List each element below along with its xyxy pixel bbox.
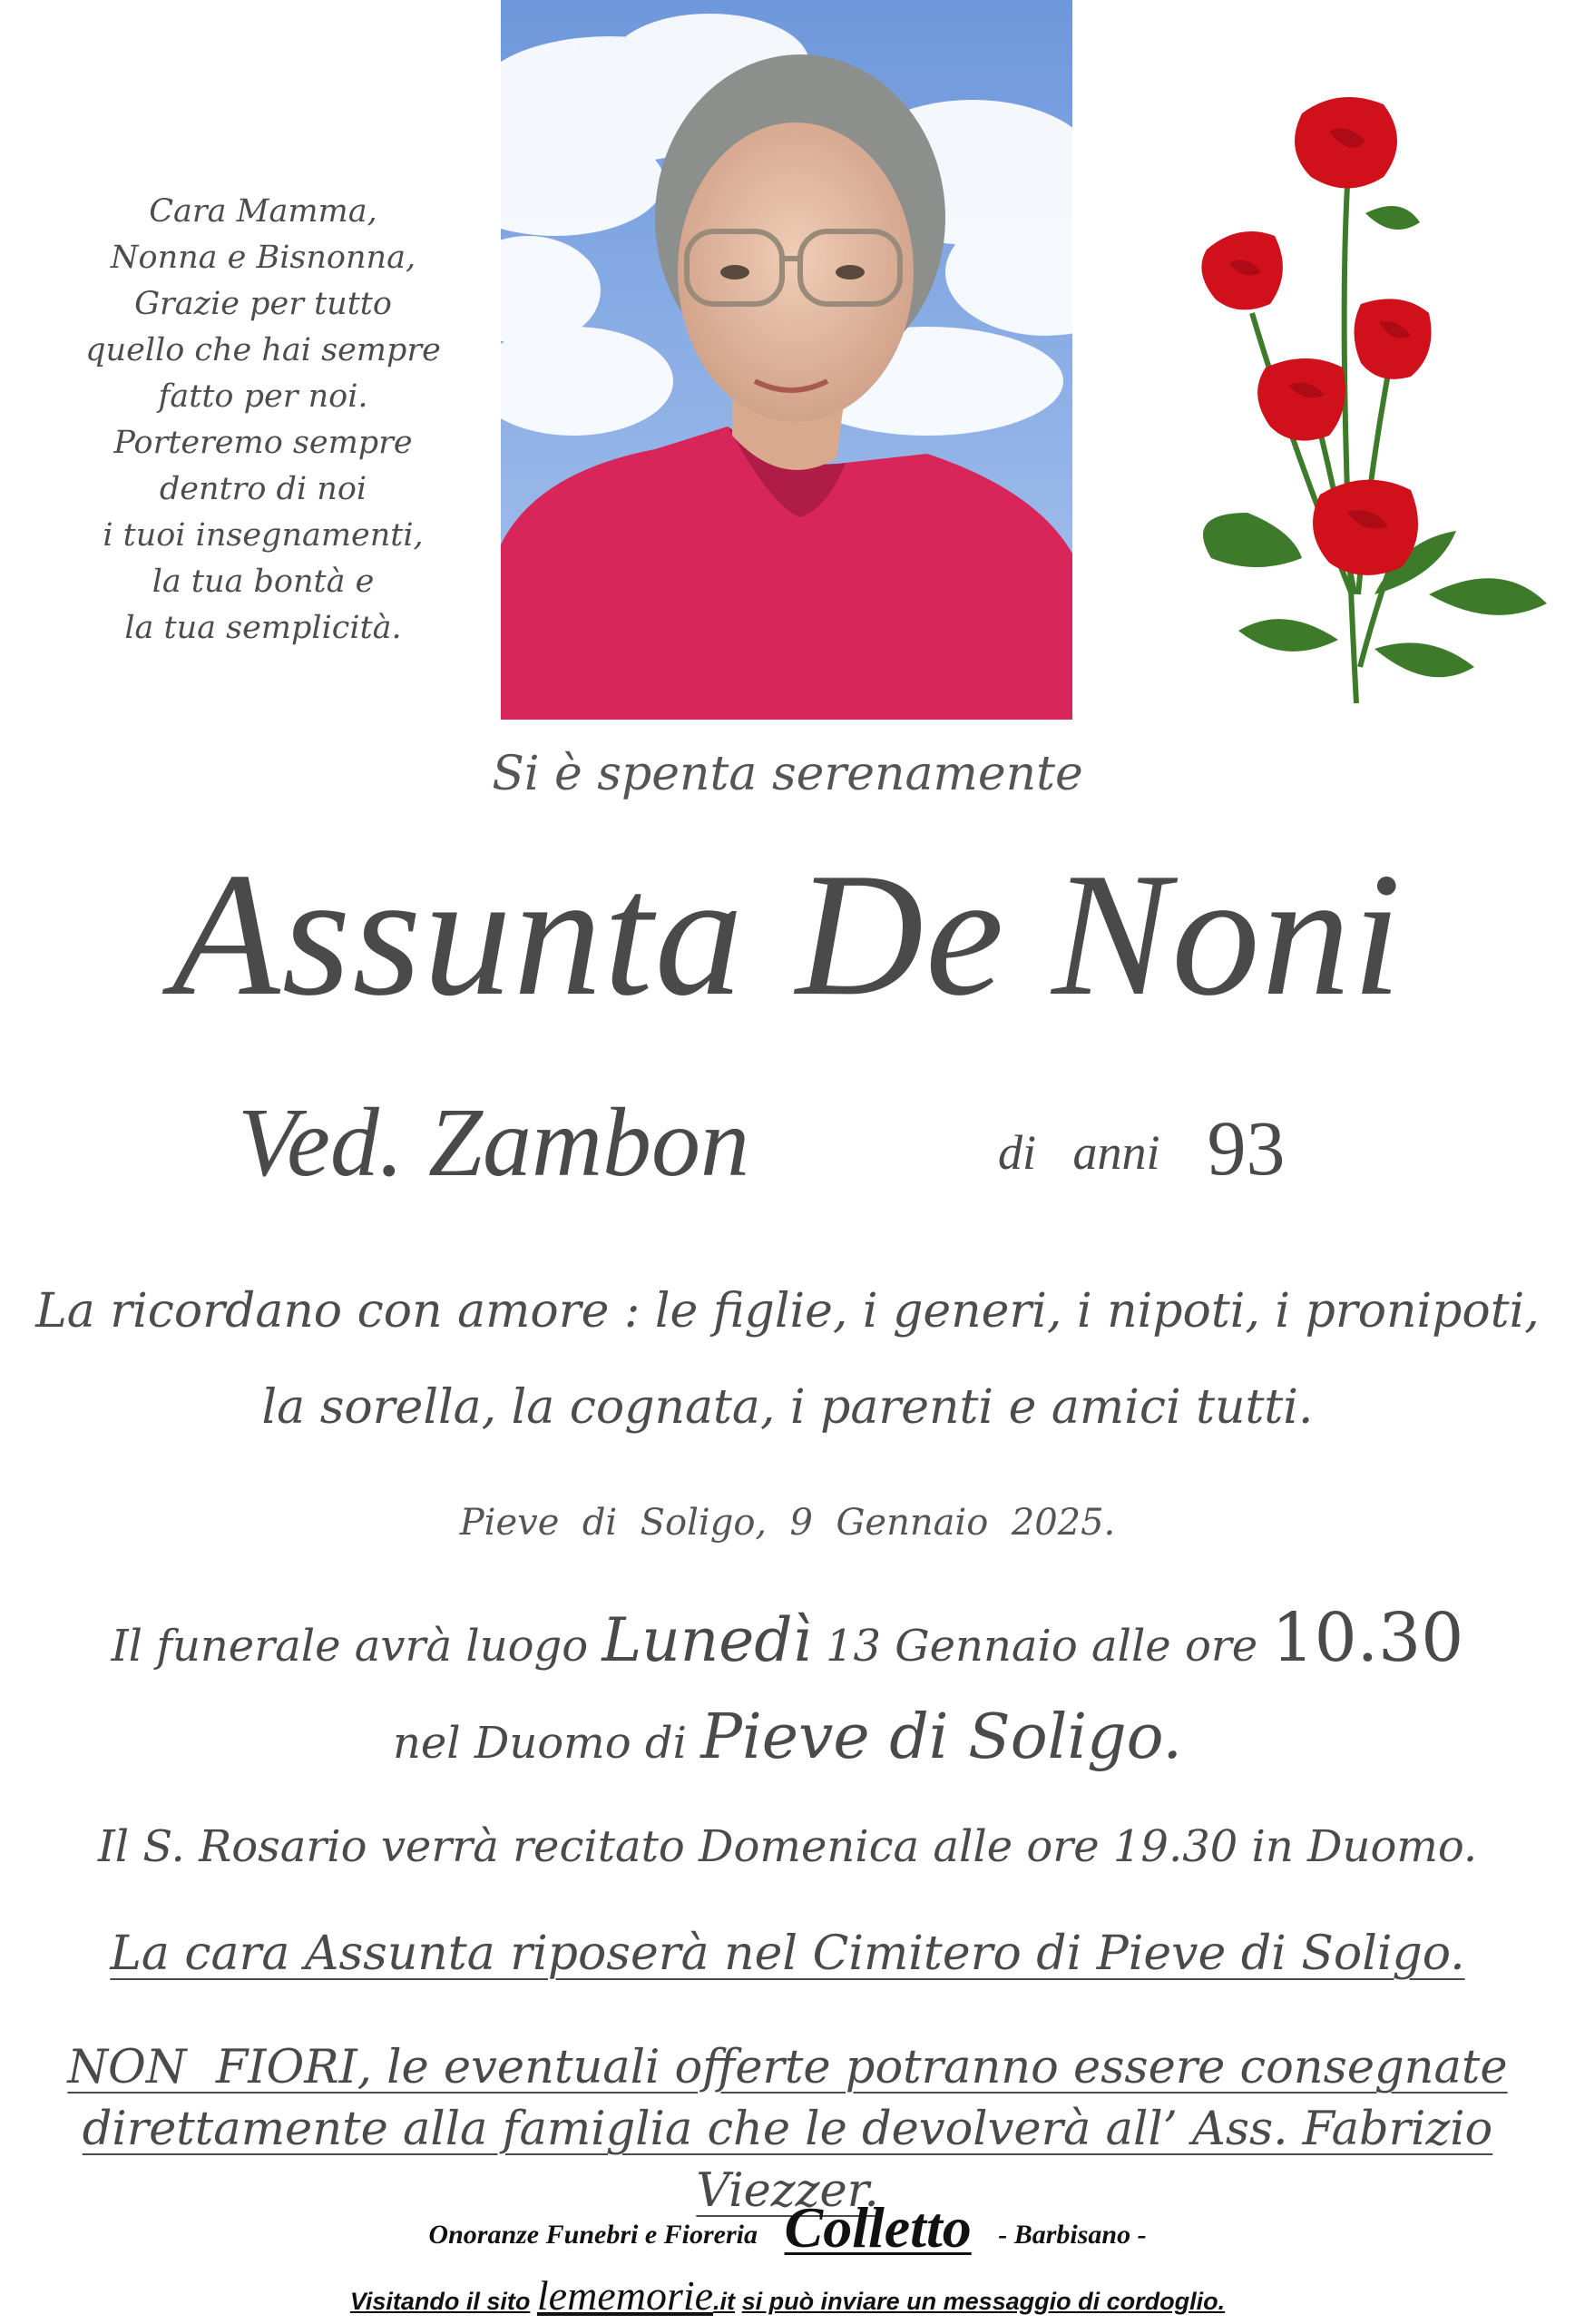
mourners-line-1: La ricordano con amore : le figlie, i generi, i nipoti, i pronipoti, xyxy=(35,1284,1540,1339)
site-link[interactable] xyxy=(537,2272,713,2319)
age-label: di anni xyxy=(998,1125,1160,1180)
place-date: Pieve di Soligo, 9 Gennaio 2025. xyxy=(459,1502,1116,1544)
no-flowers-line-1: NON FIORI, le eventuali offerte potranno essere consegnate xyxy=(67,2041,1508,2094)
agency-brand: Colletto xyxy=(784,2195,972,2260)
website-footer xyxy=(0,2273,1575,2324)
portrait-illustration xyxy=(501,0,1072,720)
cemetery-line xyxy=(0,1922,1575,1986)
church-line xyxy=(0,1697,1575,1784)
dedication-line: dentro di noi xyxy=(159,471,367,507)
dedication-line: Porteremo sempre xyxy=(113,425,413,461)
first-name: Assunta xyxy=(171,837,746,1033)
portrait-photo xyxy=(501,0,1072,720)
site-prefix: Visitando il sito xyxy=(349,2288,531,2315)
site-suffix: si può inviare un messaggio di cordoglio. xyxy=(741,2288,1226,2315)
age-value: 93 xyxy=(1207,1104,1286,1191)
intro-text: Si è spenta serenamente xyxy=(492,747,1083,801)
dedication-line: i tuoi insegnamenti, xyxy=(103,517,424,554)
agency-prefix: Onoranze Funebri e Fioreria xyxy=(428,2220,758,2250)
dedication-poem xyxy=(64,189,463,652)
widow-of: Ved. Zambon xyxy=(238,1089,749,1197)
rose-icon xyxy=(1157,86,1574,703)
mourners-line-2: la sorella, la cognata, i parenti e amici tutti. xyxy=(261,1380,1314,1435)
dedication-line: fatto per noi. xyxy=(158,378,368,415)
age-line xyxy=(998,1104,1286,1191)
dedication-line: la tua bontà e xyxy=(152,564,375,600)
funeral-prefix: Il funerale avrà luogo xyxy=(111,1621,589,1672)
funeral-day: Lunedì xyxy=(602,1605,812,1675)
dedication-line: Cara Mamma, xyxy=(149,193,377,230)
dedication-line: Grazie per tutto xyxy=(134,286,392,322)
dedication-line: Nonna e Bisnonna, xyxy=(110,240,416,276)
dedication-line: la tua semplicità. xyxy=(124,610,402,646)
agency-suffix: - Barbisano - xyxy=(998,2220,1147,2250)
no-flowers-line-2: direttamente alla famiglia che le devolverà all’ Ass. Fabrizio Viezzer. xyxy=(82,2103,1493,2218)
church-prefix: nel Duomo di xyxy=(392,1718,687,1769)
rosary-line: Il S. Rosario verrà recitato Domenica alle ore 19.30 in Duomo. xyxy=(97,1821,1478,1872)
site-tld: .it xyxy=(713,2288,736,2315)
funeral-time: 10.30 xyxy=(1271,1599,1464,1677)
last-name: De Noni xyxy=(796,837,1404,1033)
funeral-date: 13 Gennaio alle ore xyxy=(825,1621,1258,1672)
roses-illustration xyxy=(1157,86,1574,703)
funeral-line xyxy=(0,1597,1575,1687)
cemetery-text: La cara Assunta riposerà nel Cimitero di Pieve di Soligo. xyxy=(110,1927,1465,1981)
deceased-name xyxy=(0,835,1575,1035)
site-name: lememorie xyxy=(536,2272,714,2319)
agency-footer xyxy=(0,2195,1575,2262)
dedication-line: quello che hai sempre xyxy=(85,332,441,368)
church-place: Pieve di Soligo. xyxy=(700,1701,1183,1773)
